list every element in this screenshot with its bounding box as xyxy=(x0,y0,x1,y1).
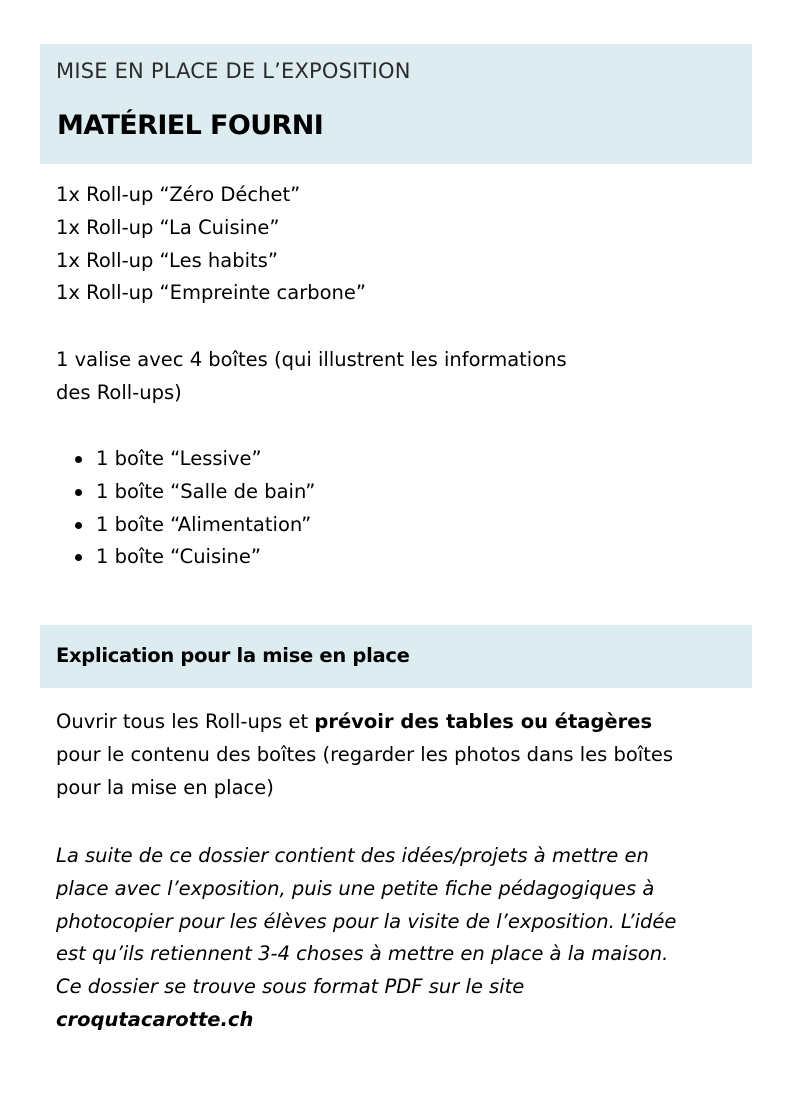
setup-banner xyxy=(40,625,752,688)
bullet-icon xyxy=(75,456,82,463)
note-line: photocopier pour les élèves pour la visite de l’exposition. L’idée xyxy=(56,909,677,933)
instruction-line: pour le contenu des boîtes (regarder les photos dans les boîtes xyxy=(56,742,674,766)
rollup-list xyxy=(56,179,366,310)
rollup-item: 1x Roll-up “Zéro Déchet” xyxy=(56,183,301,206)
rollup-item: 1x Roll-up “Empreinte carbone” xyxy=(56,281,367,305)
instruction-emphasis: prévoir des tables ou étagères xyxy=(314,710,653,733)
instruction-text: Ouvrir tous les Roll-ups et xyxy=(56,710,315,733)
dossier-note xyxy=(56,840,676,1037)
section-label: MISE EN PLACE DE L’EXPOSITION xyxy=(56,59,411,83)
note-line: La suite de ce dossier contient des idées/projets à mettre en xyxy=(56,844,649,867)
box-label: 1 boîte “Lessive” xyxy=(96,447,262,470)
page-title: MATÉRIEL FOURNI xyxy=(57,110,324,141)
instruction-line: pour la mise en place) xyxy=(56,775,274,799)
valise-line: 1 valise avec 4 boîtes (qui illustrent les informations xyxy=(56,348,567,371)
box-item xyxy=(75,541,315,574)
rollup-item: 1x Roll-up “La Cuisine” xyxy=(56,215,280,239)
note-line: place avec l’exposition, puis une petite fiche pédagogiques à xyxy=(56,876,655,900)
setup-instructions xyxy=(56,706,673,804)
website-link[interactable]: croqutacarotte.ch xyxy=(56,1007,254,1031)
box-item xyxy=(75,509,315,542)
box-label: 1 boîte “Cuisine” xyxy=(96,545,262,569)
valise-line: des Roll-ups) xyxy=(56,380,182,404)
bullet-icon xyxy=(75,522,82,529)
valise-description xyxy=(56,344,567,410)
box-label: 1 boîte “Alimentation” xyxy=(96,512,312,536)
header-banner xyxy=(40,44,752,164)
setup-title: Explication pour la mise en place xyxy=(56,644,410,667)
box-label: 1 boîte “Salle de bain” xyxy=(96,479,316,503)
bullet-icon xyxy=(75,489,82,496)
instruction-line xyxy=(56,706,673,739)
rollup-item: 1x Roll-up “Les habits” xyxy=(56,248,278,272)
note-line: Ce dossier se trouve sous format PDF sur le site xyxy=(56,975,525,999)
note-line: est qu’ils retiennent 3-4 choses à mettre en place à la maison. xyxy=(56,942,669,966)
box-list xyxy=(75,443,315,574)
box-item xyxy=(75,443,315,476)
box-item xyxy=(75,476,315,509)
bullet-icon xyxy=(75,554,82,561)
